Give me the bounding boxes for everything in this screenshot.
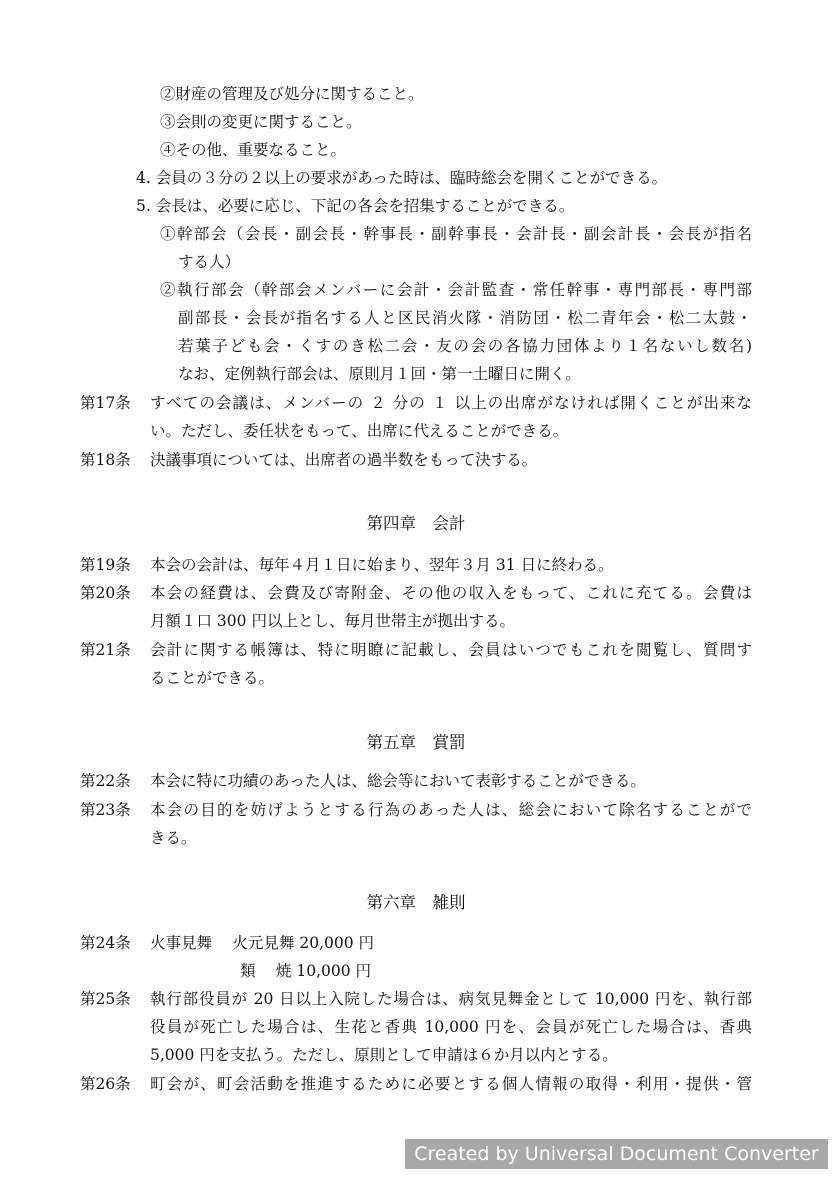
sub-item-execution-committee-cont: 若葉子ども会・くすのき松二会・友の会の各協力団体より１名ないし数名) bbox=[178, 337, 752, 355]
article-label: 第17条 bbox=[80, 394, 131, 412]
converter-watermark: Created by Universal Document Converter bbox=[405, 1139, 828, 1169]
article-23-text: 本会の目的を妨げようとする行為のあった人は、総会において除名することがで bbox=[150, 801, 752, 819]
article-24-text: 火事見舞 火元見舞 20,000 円 bbox=[150, 934, 375, 952]
article-label: 第19条 bbox=[80, 556, 131, 574]
article-25-text: 執行部役員が 20 日以上入院した場合は、病気見舞金として 10,000 円を、執行部 bbox=[150, 990, 752, 1008]
sub-item-executive-board: ①幹部会（会長・副会長・幹事長・副幹事長・会計長・副会計長・会長が指名 bbox=[160, 225, 752, 243]
article-label: 第23条 bbox=[80, 801, 131, 819]
article-26-text: 町会が、町会活動を推進するために必要とする個人情報の取得・利用・提供・管 bbox=[150, 1075, 752, 1093]
article-21-text: 会計に関する帳簿は、特に明瞭に記載し、会員はいつでもこれを閲覧し、質問す bbox=[150, 641, 752, 659]
list-item-other: ④その他、重要なること。 bbox=[160, 141, 347, 159]
sub-item-execution-committee: ②執行部会（幹部会メンバーに会計・会計監査・常任幹事・専門部長・専門部 bbox=[160, 281, 752, 299]
article-label: 第24条 bbox=[80, 934, 131, 952]
article-label: 第25条 bbox=[80, 990, 131, 1008]
article-20-text: 月額１口 300 円以上とし、毎月世帯主が拠出する。 bbox=[150, 612, 515, 630]
article-24-text: 類 焼 10,000 円 bbox=[240, 962, 372, 980]
chapter-heading-accounting: 第四章 会計 bbox=[366, 514, 466, 533]
article-17-text: い。ただし、委任状をもって、出席に代えることができる。 bbox=[150, 422, 569, 440]
article-19-text: 本会の会計は、毎年４月１日に始まり、翌年３月 31 日に終わる。 bbox=[150, 556, 614, 574]
list-item-property: ②財産の管理及び処分に関すること。 bbox=[160, 85, 424, 103]
article-label: 第22条 bbox=[80, 772, 131, 790]
article-label: 第20条 bbox=[80, 584, 131, 602]
article-18-text: 決議事項については、出席者の過半数をもって決する。 bbox=[150, 451, 538, 469]
article-23-text: きる。 bbox=[150, 829, 197, 847]
sub-item-executive-board-cont: する人） bbox=[178, 253, 241, 271]
article-20-text: 本会の経費は、会費及び寄附金、その他の収入をもって、これに充てる。会費は bbox=[150, 584, 752, 602]
clause-4: 4. 会員の３分の２以上の要求があった時は、臨時総会を開くことができる。 bbox=[136, 169, 668, 187]
article-17-text: すべての会議は、メンバーの ２ 分の １ 以上の出席がなければ開くことが出来な bbox=[150, 394, 752, 412]
list-item-bylaws: ③会則の変更に関すること。 bbox=[160, 113, 362, 131]
article-25-text: 役員が死亡した場合は、生花と香典 10,000 円を、会員が死亡した場合は、香典 bbox=[150, 1018, 752, 1036]
article-label: 第26条 bbox=[80, 1075, 131, 1093]
chapter-heading-rewards-penalties: 第五章 賞罰 bbox=[366, 733, 466, 752]
article-21-text: ることができる。 bbox=[150, 669, 275, 687]
sub-item-execution-committee-cont: 副部長・会長が指名する人と区民消火隊・消防団・松二青年会・松二太鼓・ bbox=[178, 309, 752, 327]
article-22-text: 本会に特に功績のあった人は、総会等において表彰することができる。 bbox=[150, 772, 646, 790]
regular-meeting-note: なお、定例執行部会は、原則月１回・第一土曜日に開く。 bbox=[178, 365, 581, 383]
article-label: 第21条 bbox=[80, 641, 131, 659]
article-25-text: 5,000 円を支払う。ただし、原則として申請は６か月以内とする。 bbox=[150, 1046, 618, 1064]
article-label: 第18条 bbox=[80, 451, 131, 469]
chapter-heading-miscellaneous: 第六章 雑則 bbox=[366, 893, 466, 912]
clause-5: 5. 会長は、必要に応じ、下記の各会を招集することができる。 bbox=[136, 197, 575, 215]
